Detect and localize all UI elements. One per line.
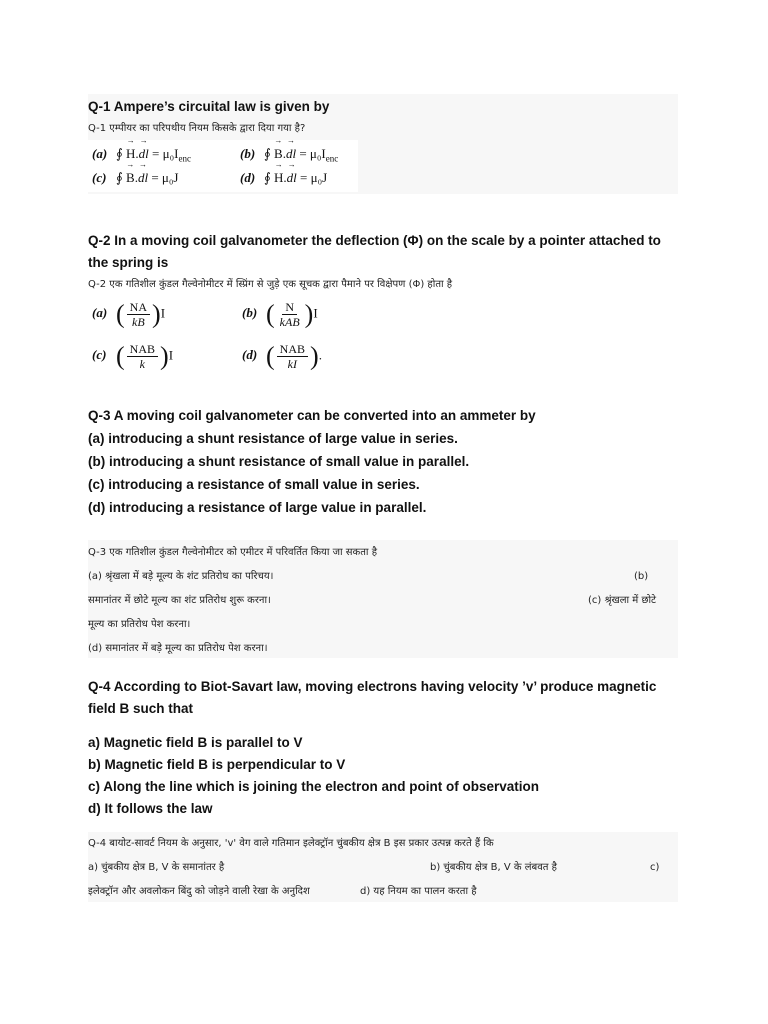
q4-option-a: a) Magnetic field B is parallel to V bbox=[88, 735, 303, 750]
question-4-english: Q-4 According to Biot-Savart law, moving electrons having velocity ’v’ produce magnetic field B such that bbox=[88, 679, 657, 716]
q3-option-a: (a) introducing a shunt resistance of large value in series. bbox=[88, 431, 458, 446]
q3-hindi-option-b-label: (b) bbox=[634, 571, 649, 582]
question-4-hindi-block bbox=[88, 832, 678, 902]
q3-hindi-option-d: (d) समानांतर में बड़े मूल्य का प्रतिरोध पेश करना। bbox=[88, 643, 268, 654]
q1-option-c: (c) ∮ → B.→ dl = μ₀J bbox=[92, 170, 178, 186]
q3-option-c: (c) introducing a resistance of small value in series. bbox=[88, 477, 420, 492]
q2-option-b: (b) ( $\frac{N}{\text{kAB}}$ )I bbox=[242, 299, 318, 329]
q2-option-a: (a) ( $\frac{NA}{kB}$ )I bbox=[92, 299, 166, 329]
question-2-hindi: Q-2 एक गतिशील कुंडल गैल्वेनोमीटर में स्प्रिंग से जुड़े एक सूचक द्वारा पैमाने पर विक्षेपण (Φ) होता है bbox=[88, 279, 453, 290]
question-3-english: Q-3 A moving coil galvanometer can be converted into an ammeter by bbox=[88, 408, 536, 423]
question-3-block bbox=[88, 404, 678, 519]
question-1-block bbox=[88, 94, 678, 194]
q2-option-d: (d) ( $\frac{\text{NAB}}{kI}$ ). bbox=[242, 341, 322, 371]
q4-option-c: c) Along the line which is joining the electron and point of observation bbox=[88, 779, 540, 794]
q4-hindi-title: Q-4 बायोट-सावर्ट नियम के अनुसार, 'v' वेग वाले गतिमान इलेक्ट्रॉन चुंबकीय क्षेत्र B इस प्रकार उत्पन्न करते हैं कि bbox=[88, 838, 494, 849]
q4-hindi-option-d: d) यह नियम का पालन करता है bbox=[360, 886, 477, 897]
question-2-english: Q-2 In a moving coil galvanometer the deflection (Φ) on the scale by a pointer attached to the spring is bbox=[88, 233, 661, 270]
question-1-english: Q-1 Ampere’s circuital law is given by bbox=[88, 99, 330, 114]
question-3-hindi-block bbox=[88, 540, 678, 658]
q3-hindi-option-b: समानांतर में छोटे मूल्य का शंट प्रतिरोध शुरू करना। bbox=[88, 595, 271, 606]
q4-option-b: b) Magnetic field B is perpendicular to V bbox=[88, 757, 346, 772]
q1-option-d: (d) ∮ → H.→ dl = μ₀J bbox=[240, 170, 327, 186]
q3-hindi-option-c-end: मूल्य का प्रतिरोध पेश करना। bbox=[88, 619, 191, 630]
question-4-block bbox=[88, 676, 678, 820]
q4-hindi-option-c-label: c) bbox=[650, 862, 660, 873]
q3-hindi-title: Q-3 एक गतिशील कुंडल गैल्वेनोमीटर को एमीटर में परिवर्तित किया जा सकता है bbox=[88, 547, 378, 558]
q4-hindi-option-a: a) चुंबकीय क्षेत्र B, V के समानांतर है bbox=[88, 862, 225, 873]
q2-option-c: (c) ( $\frac{\text{NAB}}{k}$ )I bbox=[92, 341, 174, 371]
q1-option-b: (b) ∮ → B.→ dl = $\mu_0I_{enc}$ bbox=[240, 146, 338, 164]
question-1-hindi: Q-1 एम्पीयर का परिपथीय नियम किसके द्वारा दिया गया है? bbox=[88, 123, 306, 134]
q3-option-b: (b) introducing a shunt resistance of small value in parallel. bbox=[88, 454, 470, 469]
q4-option-d: d) It follows the law bbox=[88, 801, 213, 816]
q1-option-a: (a) ∮ → H.→ dl = $\mu_0I_{enc}$ bbox=[92, 146, 191, 164]
question-1-options bbox=[88, 140, 358, 192]
question-2-block bbox=[88, 230, 678, 382]
question-2-options bbox=[88, 298, 328, 382]
q3-hindi-option-a: (a) श्रृंखला में बड़े मूल्य के शंट प्रतिरोध का परिचय। bbox=[88, 571, 274, 582]
q3-hindi-option-c-start: (c) श्रृंखला में छोटे bbox=[588, 595, 657, 606]
q3-option-d: (d) introducing a resistance of large value in parallel. bbox=[88, 500, 427, 515]
q4-hindi-option-b: b) चुंबकीय क्षेत्र B, V के लंबवत है bbox=[430, 862, 557, 873]
q4-hindi-option-c: इलेक्ट्रॉन और अवलोकन बिंदु को जोड़ने वाली रेखा के अनुदिश bbox=[88, 886, 310, 897]
